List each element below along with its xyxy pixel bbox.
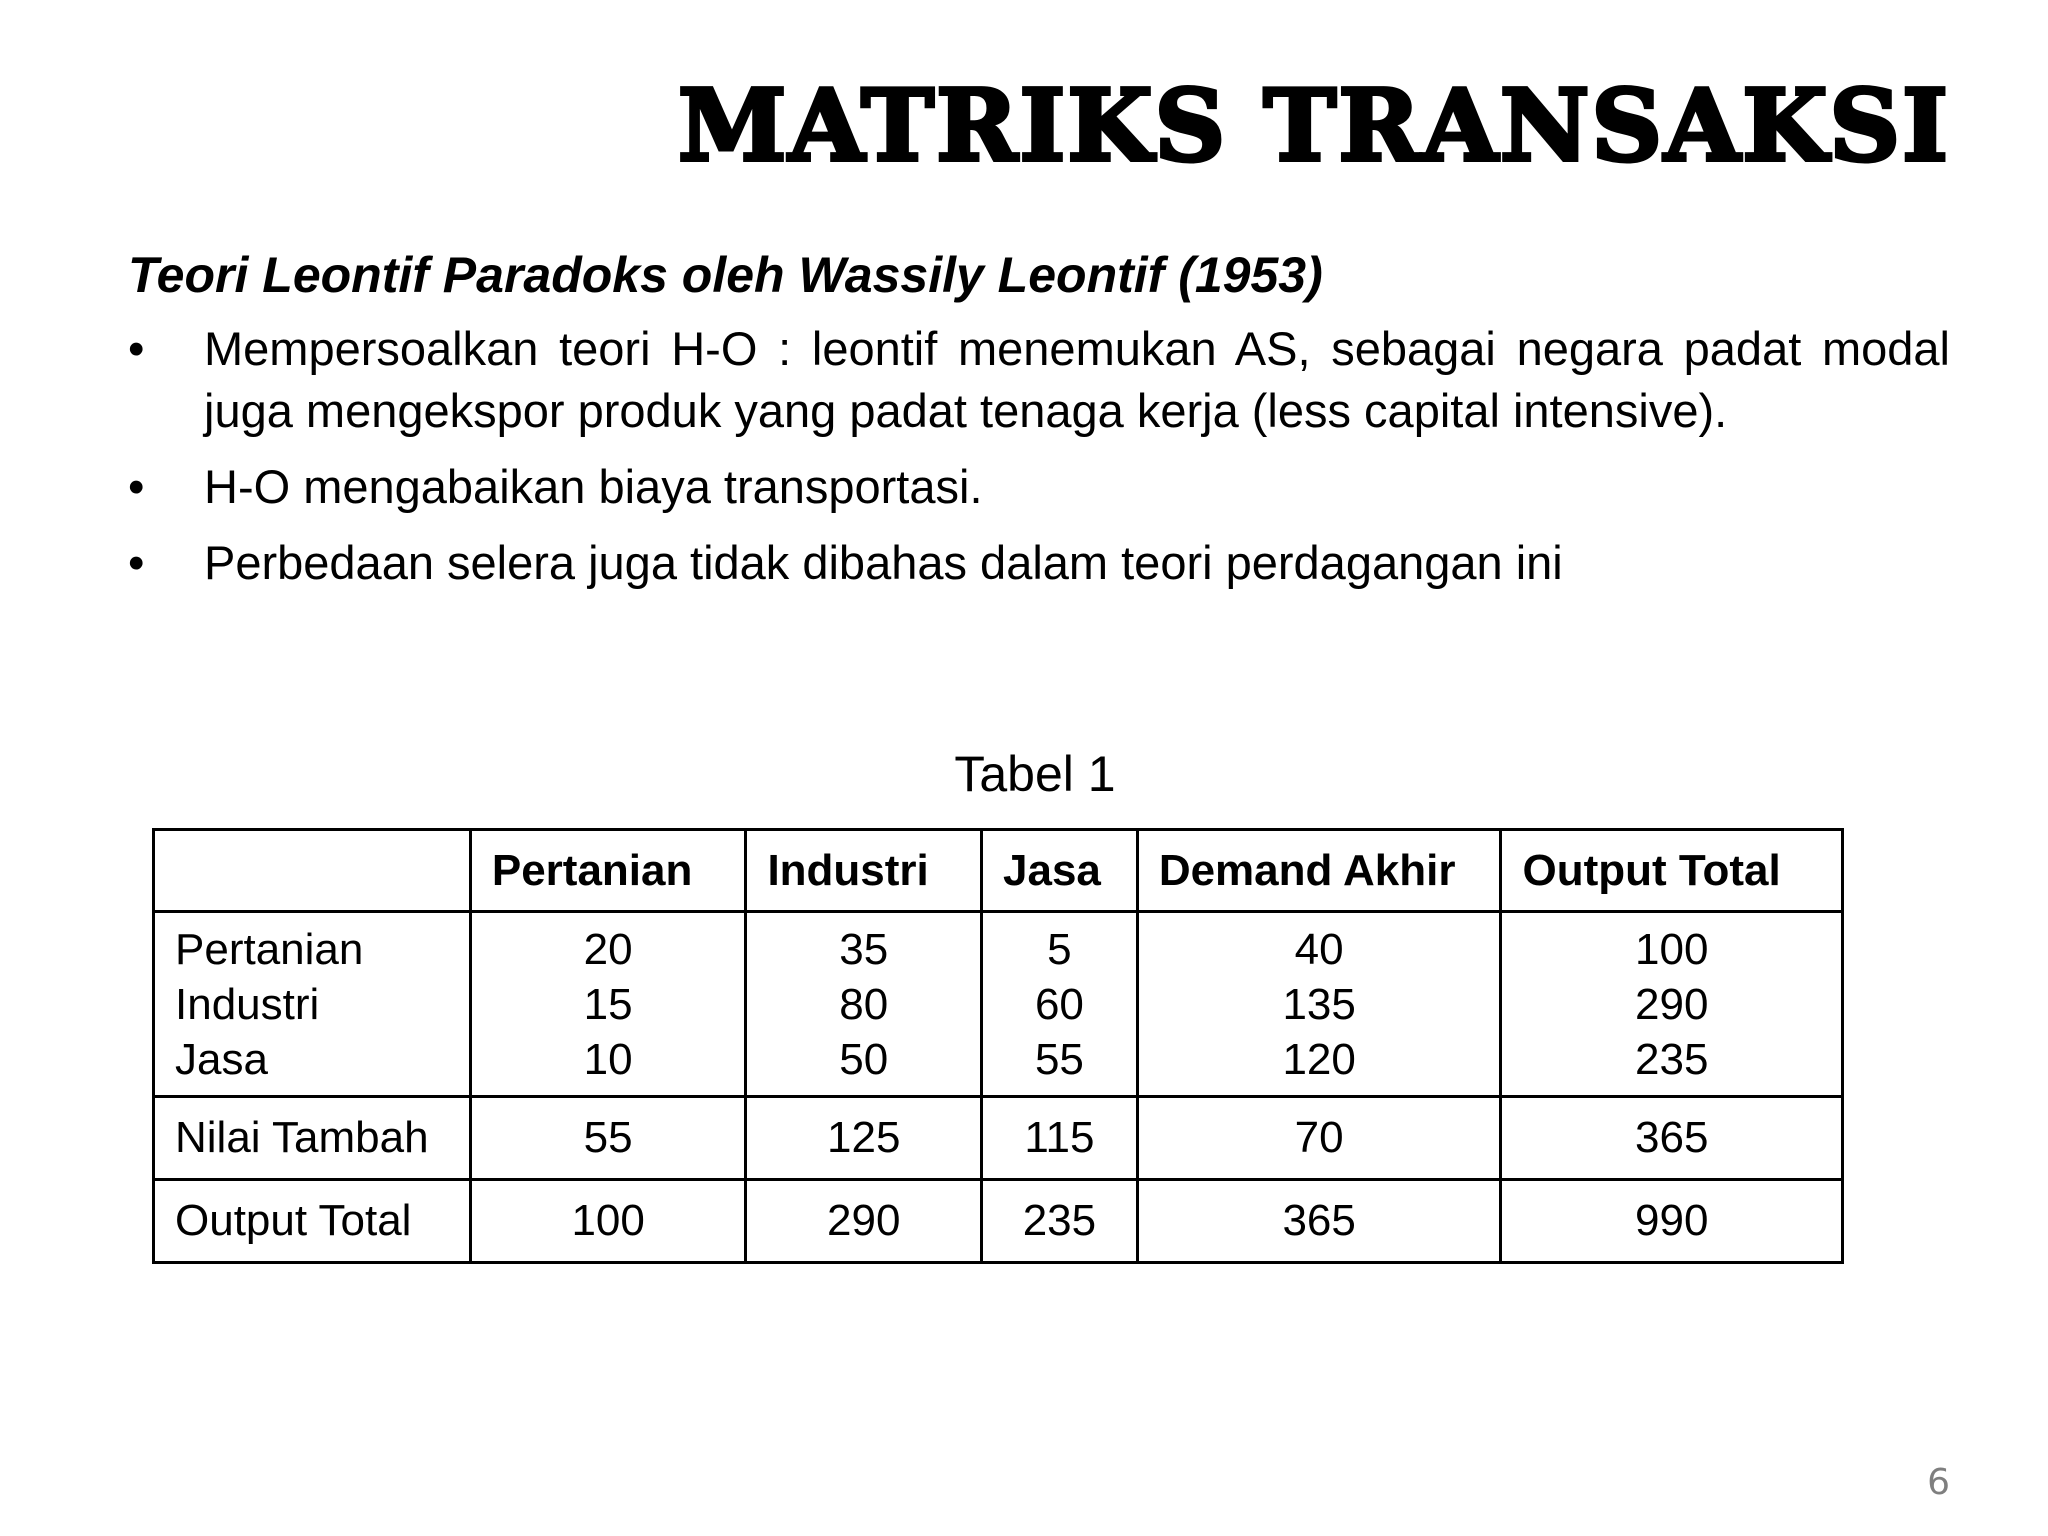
table-value: 15	[583, 979, 633, 1029]
table-value: 60	[1034, 979, 1084, 1029]
table-value: 55	[470, 1097, 746, 1180]
table-value: 365	[1137, 1180, 1501, 1263]
header-cell-jasa: Jasa	[982, 830, 1138, 912]
table-value: 20	[583, 924, 633, 974]
bullet-text: H-O mengabaikan biaya transportasi.	[204, 460, 983, 513]
table-value: 290	[1635, 979, 1709, 1029]
row-label: Industri	[175, 979, 320, 1029]
table-value: 5	[1047, 924, 1072, 974]
bullet-icon: •	[128, 536, 145, 589]
table-value: 100	[470, 1180, 746, 1263]
header-cell-pertanian: Pertanian	[470, 830, 746, 912]
bullet-item	[128, 532, 1950, 594]
table-value: 115	[982, 1097, 1138, 1180]
bullet-list	[128, 318, 1950, 608]
demand-akhir-column-cell	[1137, 912, 1501, 1097]
table-header-row	[154, 830, 1843, 912]
table-value: 365	[1501, 1097, 1843, 1180]
table-row-sectors	[154, 912, 1843, 1097]
pertanian-column-cell	[470, 912, 746, 1097]
bullet-item	[128, 318, 1950, 442]
bullet-item	[128, 456, 1950, 518]
table-value: 235	[982, 1180, 1138, 1263]
transaction-matrix-table	[152, 828, 1844, 1264]
industri-column-cell	[746, 912, 982, 1097]
output-total-column-cell	[1501, 912, 1843, 1097]
table-value: 80	[839, 979, 889, 1029]
row-label: Pertanian	[175, 924, 364, 974]
table-value: 50	[839, 1034, 889, 1084]
row-label: Output Total	[154, 1180, 471, 1263]
table-value: 290	[746, 1180, 982, 1263]
slide-title: MATRIKS TRANSAKSI	[677, 69, 1950, 184]
table-value: 100	[1635, 924, 1709, 974]
header-cell-output-total: Output Total	[1501, 830, 1843, 912]
table-value: 70	[1137, 1097, 1501, 1180]
header-cell-demand-akhir: Demand Akhir	[1137, 830, 1501, 912]
bullet-text: Perbedaan selera juga tidak dibahas dalam teori perdagangan ini	[204, 536, 1563, 589]
table-value: 125	[746, 1097, 982, 1180]
header-cell-industri: Industri	[746, 830, 982, 912]
jasa-column-cell	[982, 912, 1138, 1097]
table-row-nilai-tambah	[154, 1097, 1843, 1180]
table-value: 235	[1635, 1034, 1709, 1084]
table-caption: Tabel 1	[954, 746, 1116, 802]
page-number: 6	[1927, 1462, 1950, 1503]
table-value: 40	[1294, 924, 1344, 974]
row-label: Jasa	[175, 1034, 268, 1084]
bullet-icon: •	[128, 460, 145, 513]
table-value: 135	[1282, 979, 1356, 1029]
table-value: 10	[583, 1034, 633, 1084]
table-row-output-total	[154, 1180, 1843, 1263]
sector-labels-cell	[154, 912, 471, 1097]
bullet-text: Mempersoalkan teori H-O : leontif menemukan AS, sebagai negara padat modal juga mengekspor produk yang padat tenaga kerja (less capital intensive).	[204, 322, 1950, 437]
table-value: 990	[1501, 1180, 1843, 1263]
header-cell-empty	[154, 830, 471, 912]
table-value: 55	[1034, 1034, 1084, 1084]
bullet-icon: •	[128, 322, 145, 375]
row-label: Nilai Tambah	[154, 1097, 471, 1180]
slide-subtitle: Teori Leontif Paradoks oleh Wassily Leontif (1953)	[128, 247, 1323, 303]
table-value: 35	[839, 924, 889, 974]
table-value: 120	[1282, 1034, 1356, 1084]
